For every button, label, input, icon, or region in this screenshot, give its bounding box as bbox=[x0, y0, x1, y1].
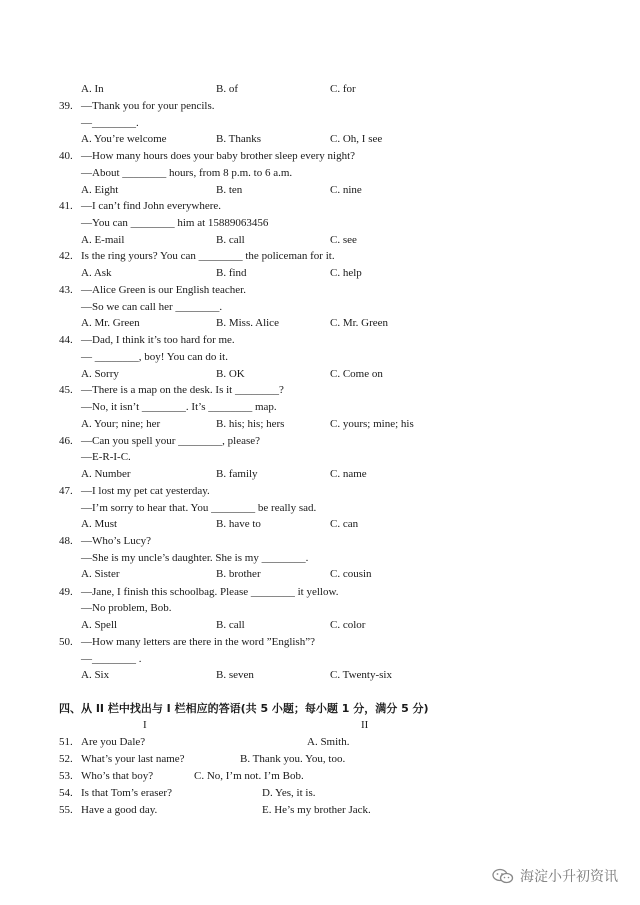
question-text: — ________, boy! You can do it. bbox=[81, 351, 228, 363]
option-b: B. Miss. Alice bbox=[216, 317, 279, 329]
question-text: —Dad, I think it’s too hard for me. bbox=[81, 334, 235, 346]
question-text: —Who’s Lucy? bbox=[81, 535, 151, 547]
option-b: B. call bbox=[216, 234, 245, 246]
option-a: A. Six bbox=[81, 669, 110, 681]
option-a: A. Mr. Green bbox=[81, 317, 140, 329]
option-a: A. E-mail bbox=[81, 234, 125, 246]
option-c: C. cousin bbox=[330, 568, 372, 580]
watermark-text: 海淀小升初资讯 bbox=[520, 869, 618, 885]
option-c: C. color bbox=[330, 619, 366, 631]
answer-blank-line: —________ . bbox=[81, 653, 142, 665]
question-number: 46. bbox=[59, 435, 73, 447]
question-number: 43. bbox=[59, 284, 73, 296]
question-text: —Alice Green is our English teacher. bbox=[81, 284, 246, 296]
option-c: C. nine bbox=[330, 184, 362, 196]
question-text: —How many hours does your baby brother sleep every night? bbox=[81, 150, 356, 162]
option-c: C. for bbox=[330, 83, 356, 95]
option-b: B. brother bbox=[216, 568, 261, 580]
column-ii-item: D. Yes, it is. bbox=[262, 787, 316, 799]
question-number: 55. bbox=[59, 804, 73, 816]
option-a: A. Must bbox=[81, 518, 118, 530]
option-b: B. his; his; hers bbox=[216, 418, 285, 430]
option-b: B. call bbox=[216, 619, 245, 631]
column-i-item: Who’s that boy? bbox=[81, 770, 154, 782]
question-number: 44. bbox=[59, 334, 73, 346]
option-a: A. You’re welcome bbox=[81, 133, 167, 145]
option-b: B. ten bbox=[216, 184, 243, 196]
option-c: C. Twenty-six bbox=[330, 669, 392, 681]
question-text: —I lost my pet cat yesterday. bbox=[81, 485, 210, 497]
question-text: —I can’t find John everywhere. bbox=[81, 200, 221, 212]
option-a: A. Eight bbox=[81, 184, 119, 196]
option-c: C. help bbox=[330, 267, 362, 279]
question-number: 49. bbox=[59, 586, 73, 598]
column-head-i: I bbox=[143, 719, 147, 731]
question-text: —I’m sorry to hear that. You ________ be really sad. bbox=[81, 502, 317, 514]
section-title: 四、从 II 栏中找出与 I 栏相应的答语(共 5 小题；每小题 1 分，满分 5 分) bbox=[59, 702, 429, 715]
column-i-item: Have a good day. bbox=[81, 804, 158, 816]
column-i-item: Is that Tom’s eraser? bbox=[81, 787, 172, 799]
question-text: —No, it isn’t ________. It’s ________ map. bbox=[81, 401, 277, 413]
option-a: A. Sister bbox=[81, 568, 120, 580]
question-number: 52. bbox=[59, 753, 73, 765]
option-c: C. yours; mine; his bbox=[330, 418, 414, 430]
question-number: 39. bbox=[59, 100, 73, 112]
option-c: C. Come on bbox=[330, 368, 383, 380]
column-i-item: What’s your last name? bbox=[81, 753, 185, 765]
column-i-item: Are you Dale? bbox=[81, 736, 146, 748]
question-number: 42. bbox=[59, 250, 73, 262]
question-text: —She is my uncle’s daughter. She is my ________. bbox=[81, 552, 309, 564]
question-number: 53. bbox=[59, 770, 73, 782]
question-text: —How many letters are there in the word ”English”? bbox=[81, 636, 315, 648]
question-text: —Jane, I finish this schoolbag. Please ________ it yellow. bbox=[81, 586, 339, 598]
answer-blank-line: —________. bbox=[81, 117, 139, 129]
option-c: C. can bbox=[330, 518, 359, 530]
wechat-icon bbox=[492, 868, 514, 884]
column-ii-item: E. He’s my brother Jack. bbox=[262, 804, 371, 816]
question-text: —No problem, Bob. bbox=[81, 602, 172, 614]
question-number: 40. bbox=[59, 150, 73, 162]
question-number: 45. bbox=[59, 384, 73, 396]
column-ii-item: C. No, I’m not. I’m Bob. bbox=[194, 770, 304, 782]
option-a: A. In bbox=[81, 83, 104, 95]
question-number: 54. bbox=[59, 787, 73, 799]
question-text: —Thank you for your pencils. bbox=[81, 100, 215, 112]
option-a: A. Your; nine; her bbox=[81, 418, 161, 430]
question-text: —There is a map on the desk. Is it ________? bbox=[81, 384, 284, 396]
question-number: 48. bbox=[59, 535, 73, 547]
question-text: —So we can call her ________. bbox=[81, 301, 223, 313]
option-c: C. Oh, I see bbox=[330, 133, 383, 145]
question-text: —E-R-I-C. bbox=[81, 451, 131, 463]
question-text: —You can ________ him at 15889063456 bbox=[81, 217, 269, 229]
option-b: B. seven bbox=[216, 669, 254, 681]
column-ii-item: B. Thank you. You, too. bbox=[240, 753, 346, 765]
option-c: C. see bbox=[330, 234, 357, 246]
option-b: B. Thanks bbox=[216, 133, 262, 145]
question-text: —Can you spell your ________, please? bbox=[81, 435, 261, 447]
question-number: 50. bbox=[59, 636, 73, 648]
option-a: A. Number bbox=[81, 468, 131, 480]
option-c: C. name bbox=[330, 468, 367, 480]
option-c: C. Mr. Green bbox=[330, 317, 389, 329]
column-head-ii: II bbox=[361, 719, 369, 731]
column-ii-item: A. Smith. bbox=[307, 736, 350, 748]
option-b: B. of bbox=[216, 83, 238, 95]
question-number: 47. bbox=[59, 485, 73, 497]
option-a: A. Spell bbox=[81, 619, 118, 631]
question-text: Is the ring yours? You can ________ the policeman for it. bbox=[81, 250, 335, 262]
question-text: —About ________ hours, from 8 p.m. to 6 a.m. bbox=[81, 167, 293, 179]
option-b: B. have to bbox=[216, 518, 261, 530]
option-b: B. OK bbox=[216, 368, 245, 380]
question-number: 41. bbox=[59, 200, 73, 212]
option-a: A. Sorry bbox=[81, 368, 119, 380]
option-b: B. find bbox=[216, 267, 247, 279]
option-a: A. Ask bbox=[81, 267, 112, 279]
watermark bbox=[492, 866, 618, 886]
option-b: B. family bbox=[216, 468, 258, 480]
question-number: 51. bbox=[59, 736, 73, 748]
